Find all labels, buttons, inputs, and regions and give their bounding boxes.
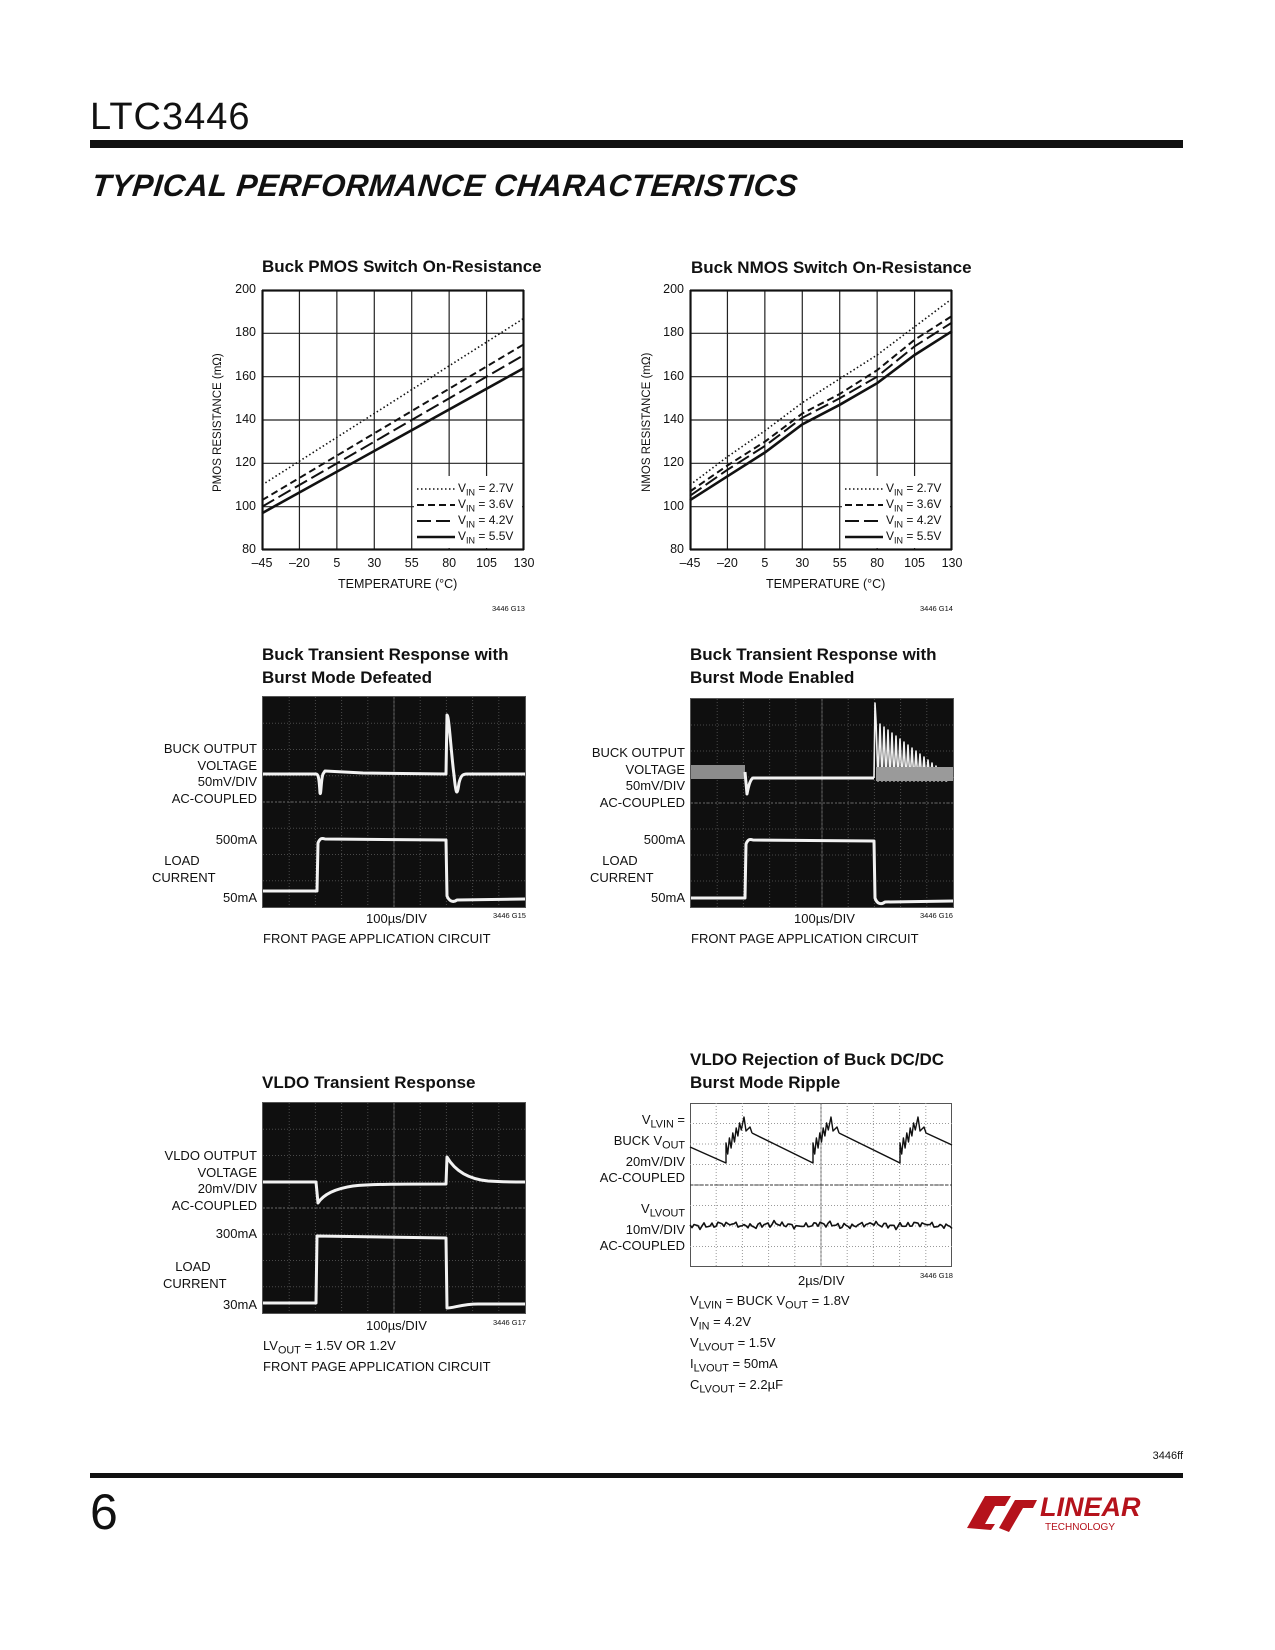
- burst-ripple-band: [876, 767, 953, 781]
- legend-entry: $V_{IN} = 4.2V$: [458, 513, 514, 530]
- series-line: [262, 318, 524, 485]
- y-tick-label: 100: [235, 498, 256, 513]
- graticule: [263, 1103, 525, 1313]
- load-current-label: LOAD CURRENT: [152, 853, 216, 885]
- output-voltage-trace: [745, 772, 874, 794]
- timebase: 2µs/DIV: [798, 1273, 845, 1288]
- linear-technology-logo: [965, 1488, 1141, 1539]
- figure-code: 3446 G15: [493, 911, 526, 920]
- low-current-label: 50mA: [223, 890, 257, 905]
- figure-code: 3446 G17: [493, 1318, 526, 1327]
- header-rule: [90, 140, 1183, 148]
- y-axis-label: NMOS RESISTANCE (mΩ): [641, 352, 653, 492]
- timebase: 100µs/DIV: [366, 1318, 427, 1333]
- x-tick-label: –45: [679, 556, 701, 570]
- vlvout-label: $V_{LVOUT}$ 10mV/DIV AC-COUPLED: [599, 1201, 685, 1253]
- page-number: 6: [90, 1484, 118, 1540]
- scope-screen: [262, 696, 526, 908]
- x-tick-label: 130: [941, 556, 963, 570]
- legend-entry: $V_{IN} = 5.5V$: [458, 529, 514, 546]
- x-tick-label: 30: [367, 556, 382, 570]
- logo-text: LINEAR: [1040, 1492, 1141, 1522]
- scope-note: FRONT PAGE APPLICATION CIRCUIT: [691, 931, 919, 946]
- scope-screen: [262, 1102, 526, 1314]
- legend-entry: $V_{IN} = 3.6V$: [886, 497, 942, 514]
- output-label: BUCK OUTPUT VOLTAGE 50mV/DIV AC-COUPLED: [163, 741, 257, 806]
- legend-entry: $V_{IN} = 2.7V$: [458, 481, 514, 498]
- y-tick-label: 120: [663, 455, 684, 470]
- x-tick-label: 55: [404, 556, 419, 570]
- section-title: TYPICAL PERFORMANCE CHARACTERISTICS: [90, 168, 800, 203]
- x-tick-label: –20: [716, 556, 738, 570]
- graticule: [263, 697, 525, 907]
- scope-title: Buck Transient Response with Burst Mode Defeated: [262, 645, 509, 687]
- x-tick-label: 105: [476, 556, 497, 570]
- high-current-label: 500mA: [215, 832, 257, 847]
- output-label: BUCK OUTPUT VOLTAGE 50mV/DIV AC-COUPLED: [591, 745, 685, 810]
- series-line: [690, 316, 952, 492]
- legend-entry: $V_{IN} = 2.7V$: [886, 481, 942, 498]
- y-tick-label: 80: [242, 542, 256, 556]
- timebase: 100µs/DIV: [794, 911, 855, 926]
- chart-title: Buck NMOS Switch On-Resistance: [691, 258, 972, 277]
- part-number: LTC3446: [90, 96, 251, 138]
- y-axis-label: PMOS RESISTANCE (mΩ): [212, 353, 224, 492]
- figure-code: 3446 G18: [920, 1271, 953, 1280]
- legend-entry: $V_{IN} = 3.6V$: [458, 497, 514, 514]
- y-tick-label: 200: [663, 282, 684, 296]
- y-tick-label: 160: [663, 368, 684, 383]
- y-tick-label: 100: [663, 498, 684, 513]
- x-tick-label: 130: [513, 556, 535, 570]
- scope-screen: [690, 1103, 952, 1267]
- scope-screen: [690, 698, 954, 908]
- high-current-label: 300mA: [215, 1226, 257, 1241]
- y-tick-label: 140: [235, 412, 256, 426]
- vlvin-label: $V_{LVIN}$ = BUCK $V_{OUT}$ 20mV/DIV AC-COUPLED: [599, 1112, 685, 1185]
- scope-conditions: $V_{LVIN}$ = BUCK $V_{OUT} = 1.8V$ $V_{IN} = 4.2V$ $V_{LVOUT} = 1.5V$ $I_{LVOUT} = 50mA$ $C_{LVOUT} = 2.2\mu F$: [690, 1293, 850, 1396]
- figure-code: 3446 G16: [920, 911, 953, 920]
- x-tick-label: 5: [333, 556, 341, 570]
- x-tick-label: 30: [795, 556, 810, 570]
- scope-title: VLDO Rejection of Buck DC/DC Burst Mode Ripple: [690, 1050, 945, 1092]
- scope-title: VLDO Transient Response: [262, 1073, 476, 1092]
- y-tick-label: 120: [235, 455, 256, 470]
- legend-entry: $V_{IN} = 4.2V$: [886, 513, 942, 530]
- graticule: [691, 699, 953, 907]
- series-line: [690, 331, 952, 500]
- y-tick-label: 180: [235, 325, 256, 340]
- series-line: [690, 323, 952, 496]
- x-tick-label: 5: [761, 556, 769, 570]
- y-tick-label: 180: [663, 325, 684, 340]
- x-tick-label: 55: [832, 556, 847, 570]
- x-tick-label: 80: [442, 556, 457, 570]
- burst-ripple-band: [691, 765, 745, 779]
- y-tick-label: 200: [235, 282, 256, 296]
- low-current-label: 30mA: [223, 1297, 257, 1312]
- scope-note: $LV_{OUT} = 1.5V$ OR 1.2V FRONT PAGE APPLICATION CIRCUIT: [263, 1338, 491, 1374]
- x-tick-label: –45: [251, 556, 273, 570]
- high-current-label: 500mA: [643, 832, 685, 847]
- y-tick-label: 160: [235, 368, 256, 383]
- low-current-label: 50mA: [651, 890, 685, 905]
- load-current-label: LOAD CURRENT: [163, 1259, 227, 1291]
- series-line: [690, 299, 952, 485]
- y-tick-label: 80: [670, 542, 684, 556]
- x-axis-label: TEMPERATURE (°C): [338, 577, 458, 591]
- scope-note: FRONT PAGE APPLICATION CIRCUIT: [263, 931, 491, 946]
- load-current-label: LOAD CURRENT: [590, 853, 654, 885]
- x-tick-label: 80: [870, 556, 885, 570]
- logo-subtext: TECHNOLOGY: [1045, 1522, 1116, 1533]
- timebase: 100µs/DIV: [366, 911, 427, 926]
- figure-code: 3446 G13: [492, 604, 525, 613]
- chart-title: Buck PMOS Switch On-Resistance: [262, 257, 542, 276]
- x-tick-label: –20: [288, 556, 310, 570]
- legend-entry: $V_{IN} = 5.5V$: [886, 529, 942, 546]
- scope-title: Buck Transient Response with Burst Mode Enabled: [690, 645, 937, 687]
- lt-mark-icon: [967, 1496, 1037, 1532]
- output-label: VLDO OUTPUT VOLTAGE 20mV/DIV AC-COUPLED: [164, 1148, 257, 1213]
- x-tick-label: 105: [904, 556, 925, 570]
- revision-code: 3446ff: [1152, 1450, 1183, 1462]
- footer-rule: [90, 1473, 1183, 1478]
- y-tick-label: 140: [663, 412, 684, 426]
- figure-code: 3446 G14: [920, 604, 953, 613]
- x-axis-label: TEMPERATURE (°C): [766, 577, 886, 591]
